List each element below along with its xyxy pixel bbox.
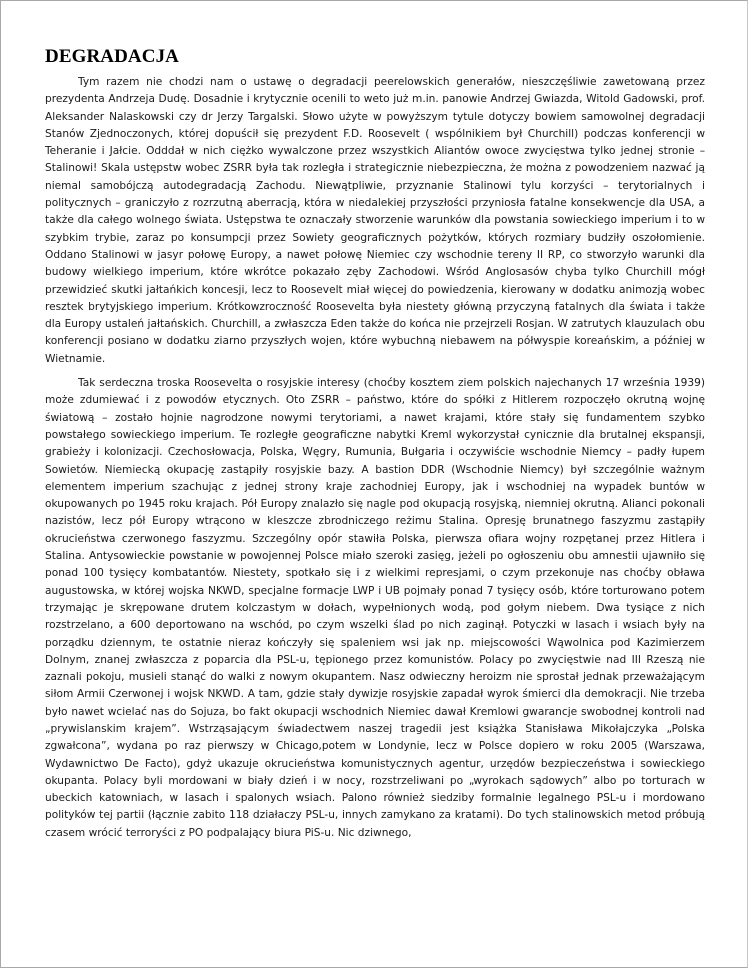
paragraph-1: Tym razem nie chodzi nam o ustawę o degradacji peerelowskich generałów, nieszczęśliwie zawetowaną przez prezydenta Andrzeja Dudę. Dosadnie i krytycznie ocenili to weto już m.in. panowie Andrzej Gwiazda, Witold Gadowski, prof. Aleksander Nalaskowski czy dr Jerzy Targalski. Słowo użyte w powyższym tytule dotyczy bowiem samowolnej degradacji Stanów Zjednoczonych, której dopuścił się prezydent F.D. Roosevelt ( wspólnikiem był Churchill) podczas konferencji w Teheranie i Jałcie. Odddał w nich ciężko wywalczone przez wszystkich Aliantów owoce zwycięstwa tylko jednej stronie – Stalinowi! Skala ustępstw wobec ZSRR była tak rozległa i strategicznie niebezpieczna, że można z powodzeniem nazwać ją niemal samobójczą autodegradacją Zachodu. Niewątpliwie, przyznanie Stalinowi tylu korzyści – terytorialnych i politycznych – graniczyło z rozrzutną aberracją, która w niedalekiej przyszłości przyniosła fatalne konsekwencje dla USA, a także dla całego wolnego świata. Ustępstwa te oznaczały stworzenie warunków dla powstania sowieckiego imperium i to w szybkim trybie, zaraz po konsumpcji przez Sowiety geograficznych pożytków, których rozmiary budziły oszołomienie. Oddano Stalinowi w jasyr połowę Europy, a nawet połowę Niemiec czy wschodnie tereny II RP, co stworzyło warunki dla budowy wielkiego imperium, które wkrótce pokazało zęby Zachodowi. Wśród Anglosasów chyba tylko Churchill mógł przewidzieć skutki jałtańkich koncesji, lecz to Roosevelt miał więcej do powiedzenia, kierowany w dodatku animozją wobec resztek brytyjskiego imperium. Krótkowzroczność Roosevelta była niestety główną przyczyną fatalnych dla świata i także dla Europy ustaleń jałtańskich. Churchill, a zwłaszcza Eden także do końca nie przejrzeli Rosjan. W zatrutych klauzulach obu konferencji posiano w dodatku ziarno przyszłych wojen, które wybuchną niebawem na półwyspie koreańskim, a później w Wietnamie. (45, 76, 705, 365)
document-body (45, 46, 705, 849)
document-title: DEGRADACJA (45, 46, 179, 67)
paragraph-2: Tak serdeczna troska Roosevelta o rosyjskie interesy (choćby kosztem ziem polskich najechanych 17 września 1939) może zdumiewać i z powodów etycznych. Oto ZSRR – państwo, które do spółki z Hitlerem rozpoczęło okrutną wojnę światową – zostało hojnie nagrodzone nowymi terytoriami, a nawet krajami, które stały się fundamentem szybko powstałego sowieckiego imperium. Te rozległe geograficzne nabytki Kreml wykorzystał cynicznie dla brutalnej ekspansji, grabieży i kolonizacji. Czechosłowacja, Polska, Węgry, Rumunia, Bułgaria i oczywiście wschodnie Niemcy – padły łupem Sowietów. Niemiecką okupację zastąpiły rosyjskie bazy. A bastion DDR (Wschodnie Niemcy) był szczególnie ważnym elementem imperium szachując z jednej strony kraje zachodniej Europy, jak i wschodniej na wypadek buntów w okupowanych po 1945 roku krajach. Pół Europy znalazło się nagle pod okupacją rosyjską, niemniej okrutną. Alianci pokonali nazistów, lecz pół Europy wtrącono w kleszcze zbrodniczego reżimu Stalina. Opresję brunatnego faszyzmu zastąpiły okrucieństwa czerwonego faszyzmu. Szczególny opór stawiła Polska, pierwsza ofiara wojny rozpętanej przez Hitlera i Stalina. Antysowieckie powstanie w powojennej Polsce miało szeroki zasięg, jeżeli po ogłoszeniu obu amnestii ujawniło się ponad 100 tysięcy kombatantów. Niestety, spotkało się i z wielkimi represjami, o czym przekonuje nas choćby obława augustowska, w której wojska NKWD, specjalne formacje LWP i UB pojmały ponad 7 tysięcy osób, które torturowano potem trzymając je skrępowane drutem kolczastym w dołach, wypełnionych wodą, pod gołym niebem. Dwa tysiące z nich rozstrzelano, a 600 deportowano na wschód, po czym wszelki ślad po nich zaginął. Potyczki w lasach i wsiach były na porządku dziennym, te ostatnie nieraz kończyły się spaleniem wsi jak np. miejscowości Wąwolnica pod Kazimierzem Dolnym, znanej zwłaszcza z poparcia dla PSL-u, tępionego przez komunistów. Polacy po zwycięstwie nad III Rzeszą nie zaznali pokoju, musieli stanąć do walki z nowym okupantem. Nasz odwieczny heroizm nie sprostał jednak przeważającym siłom Armii Czerwonej i wojsk NKWD. A tam, gdzie stały dywizje rosyjskie zapadał wyrok śmierci dla demokracji. Nie trzeba było nawet wcielać nas do Sojuza, bo fakt okupacji wschodnich Niemiec dawał Kremlowi gwarancje swobodnej kontroli nad „prywislanskim krajem”. Wstrząsającym świadectwem naszej tragedii jest książka Stanisława Mikołajczyka „Polska zgwałcona”, wydana po raz pierwszy w Chicago,potem w Londynie, lecz w Polsce dopiero w roku 2005 (Warszawa, Wydawnictwo De Facto), gdyż ukazuje okrucieństwa komunistycznych agentur, urzędów bezpieczeństwa i sowieckiego okupanta. Polacy byli mordowani w biały dzień i w nocy, rozstrzeliwani po „wyrokach sądowych” albo po torturach w ubeckich katowniach, w lasach i spalonych wsiach. Palono również siedziby formalnie legalnego PSL-u i mordowano polityków tej partii (łącznie zabito 118 działaczy PSL-u, innych zamykano za kratami). Do tych stalinowskich metod próbują czasem wrócić terroryści z PO podpalający biura PiS-u. Nic dziwnego, (45, 377, 705, 839)
